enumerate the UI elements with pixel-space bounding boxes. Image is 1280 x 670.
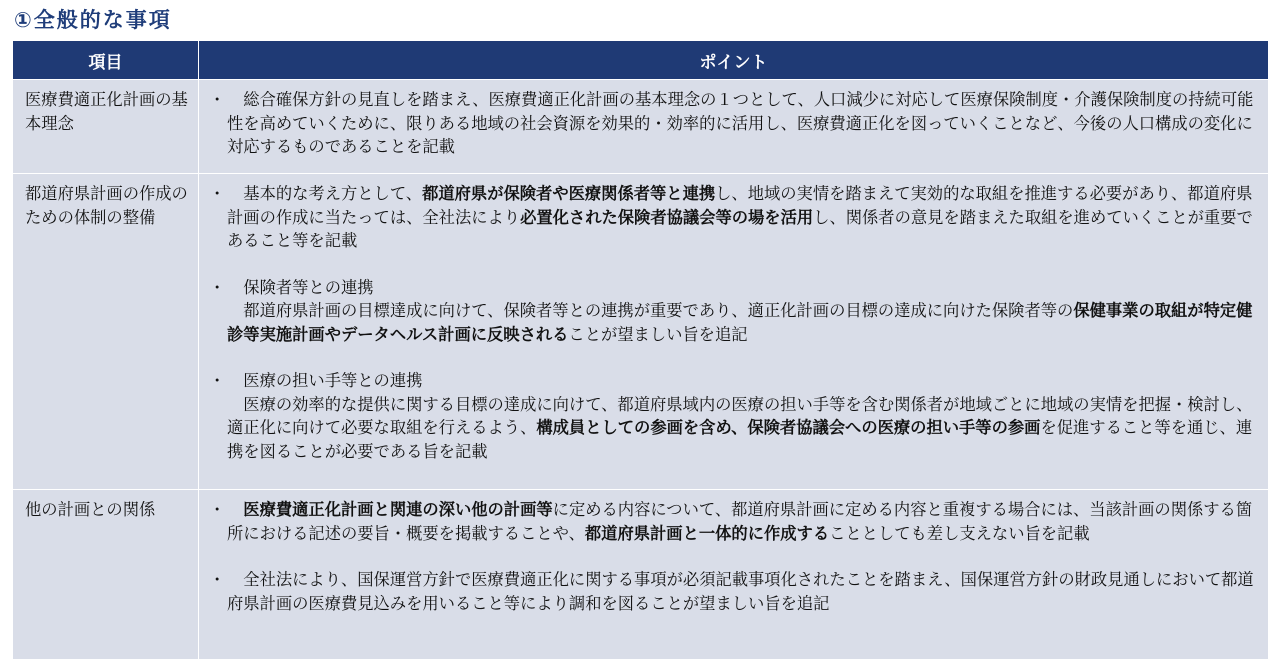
point-text [227, 395, 1252, 461]
point-text [227, 570, 1254, 613]
point-bullet [209, 369, 1260, 463]
emphasis-text: 都道府県が保険者や医療関係者等と連携 [422, 184, 716, 203]
plain-text: こととしても差し支えない旨を記載 [829, 523, 1090, 543]
table-row [13, 490, 1269, 660]
plain-text: し、地域の実情を踏まえて実効的な取組を推進する必要があり、都道府県計画の作成に当たっては、全社法により [227, 184, 1253, 227]
row-points [199, 490, 1269, 660]
plain-text: に定める内容について、都道府県計画に定める内容と重複する場合には、当該計画の関係する箇所における記述の要旨・概要を掲載することや、 [227, 500, 1253, 543]
point-bullet [209, 88, 1260, 159]
point-bullet [209, 276, 1260, 347]
emphasis-text: 構成員としての参画を含め、保険者協議会への医療の担い手等の参画 [536, 418, 1041, 437]
section-title: ①全般的な事項 [14, 8, 172, 32]
point-bullet [209, 498, 1260, 545]
row-item-label: 他の計画との関係 [13, 490, 199, 660]
point-bullet [209, 182, 1260, 253]
emphasis-text: 医療費適正化計画と関連の深い他の計画等 [243, 500, 553, 519]
plain-text: を促進すること等を通じ、連携を図ることが必要である旨を記載 [227, 418, 1253, 461]
row-points [199, 174, 1269, 490]
bullet-dot: ・ [209, 184, 226, 203]
plain-text: ことが望ましい旨を追記 [568, 324, 748, 344]
bullet-dot: ・ [209, 277, 226, 297]
point-heading: 医療の担い手等との連携 [227, 371, 423, 390]
point-text [227, 301, 1252, 344]
point-text [227, 184, 1253, 250]
plain-text: し、関係者の意見を踏まえた取組を進めていくことが重要であること等を記載 [227, 207, 1253, 250]
bullet-dot: ・ [209, 570, 226, 589]
emphasis-text: 必置化された保険者協議会等の場を活用 [520, 207, 814, 227]
point-heading: 保険者等との連携 [227, 277, 374, 297]
header-point: ポイント [199, 41, 1269, 80]
point-text [227, 500, 1252, 543]
row-points [199, 80, 1269, 174]
row-item-label: 都道府県計画の作成のための体制の整備 [13, 174, 199, 490]
bullet-dot: ・ [209, 500, 226, 519]
bullet-dot: ・ [209, 90, 226, 109]
table-row [13, 174, 1269, 490]
table-header-row [13, 41, 1269, 80]
plain-text [227, 500, 243, 519]
emphasis-text: 都道府県計画と一体的に作成する [584, 523, 830, 543]
plain-text: 都道府県計画の目標達成に向けて、保険者等との連携が重要であり、適正化計画の目標の達成に向けた保険者等の [227, 301, 1074, 320]
points-table [12, 40, 1269, 660]
point-text [227, 90, 1253, 156]
header-item: 項目 [13, 41, 199, 80]
emphasis-text: 保健事業の取組が特定健診等実施計画やデータヘルス計画に反映される [227, 301, 1253, 344]
plain-text: 総合確保方針の見直しを踏まえ、医療費適正化計画の基本理念の１つとして、人口減少に対応して医療保険制度・介護保険制度の持続可能性を高めていくために、限りある地域の社会資源を効果的・効率的に活用し、医療費適正化を図っていくことなど、今後の人口構成の変化に対応するものであることを記載 [227, 90, 1254, 156]
table-body [13, 80, 1269, 660]
plain-text: 医療の効率的な提供に関する目標の達成に向けて、都道府県域内の医療の担い手等を含む関係者が地域ごとに地域の実情を把握・検討し、適正化に向けて必要な取組を行えるよう、 [227, 394, 1253, 437]
point-bullet [209, 568, 1260, 615]
plain-text: 基本的な考え方として、 [227, 184, 423, 203]
row-item-label: 医療費適正化計画の基本理念 [13, 80, 199, 174]
table-row [13, 80, 1269, 174]
plain-text: 全社法により、国保運営方針で医療費適正化に関する事項が必須記載事項化されたことを踏まえ、国保運営方針の財政見通しにおいて都道府県計画の医療費見込みを用いること等により調和を図ることが望ましい旨を追記 [227, 570, 1254, 613]
bullet-dot: ・ [209, 371, 226, 390]
